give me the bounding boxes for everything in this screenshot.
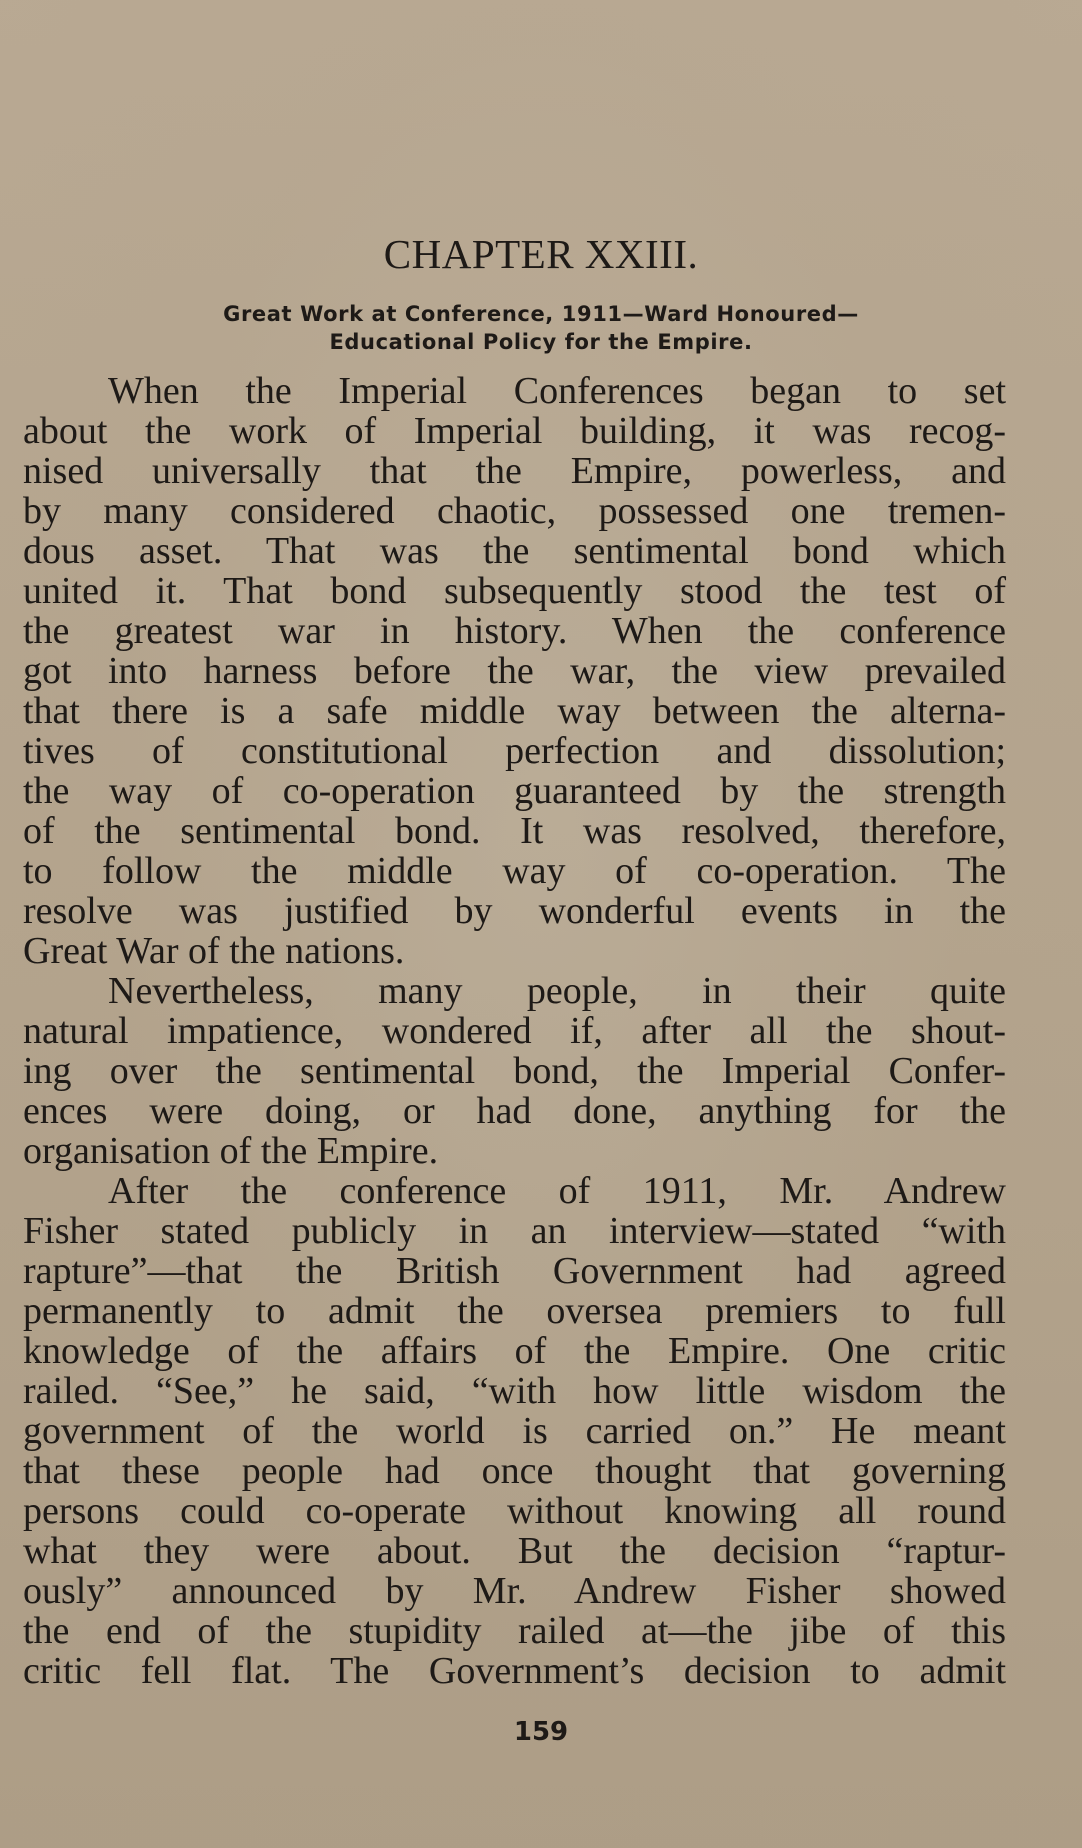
paragraph-2 — [23, 971, 1006, 1171]
text-line: tives of constitutional perfection and dissolution; — [23, 730, 1006, 772]
subtitle-line: Great Work at Conference, 1911—Ward Honoured— — [223, 302, 859, 326]
text-line: got into harness before the war, the view prevailed — [23, 650, 1006, 692]
body-text — [23, 371, 1006, 1691]
text-line: Nevertheless, many people, in their quite — [108, 970, 1006, 1012]
text-line: persons could co-operate without knowing all round — [23, 1490, 1006, 1532]
text-line: organisation of the Empire. — [23, 1130, 439, 1172]
text-line: critic fell flat. The Government’s decision to admit — [23, 1650, 1006, 1692]
text-line: of the sentimental bond. It was resolved, therefore, — [23, 810, 1006, 852]
text-line: Great War of the nations. — [23, 930, 405, 972]
text-line: that these people had once thought that governing — [23, 1450, 1006, 1492]
chapter-subtitle — [0, 300, 1082, 356]
text-line: by many considered chaotic, possessed one tremen- — [23, 490, 1006, 532]
text-line: to follow the middle way of co-operation. The — [23, 850, 1006, 892]
paragraph-1 — [23, 371, 1006, 971]
chapter-title: CHAPTER XXIII. — [383, 231, 699, 277]
text-line: railed. “See,” he said, “with how little wisdom the — [23, 1370, 1006, 1412]
text-line: what they were about. But the decision “raptur- — [23, 1530, 1006, 1572]
text-line: the greatest war in history. When the conference — [23, 610, 1006, 652]
paragraph-3 — [23, 1171, 1006, 1691]
text-line: rapture”—that the British Government had agreed — [23, 1250, 1006, 1292]
text-line: When the Imperial Conferences began to set — [108, 370, 1006, 412]
text-line: resolve was justified by wonderful events in the — [23, 890, 1006, 932]
text-line: After the conference of 1911, Mr. Andrew — [108, 1170, 1006, 1212]
text-line: dous asset. That was the sentimental bond which — [23, 530, 1006, 572]
page-number: 159 — [513, 1717, 569, 1747]
text-line: Fisher stated publicly in an interview—stated “with — [23, 1210, 1006, 1252]
text-line: nised universally that the Empire, powerless, and — [23, 450, 1006, 492]
text-line: united it. That bond subsequently stood the test of — [23, 570, 1006, 612]
text-line: that there is a safe middle way between the alterna- — [23, 690, 1006, 732]
text-line: the way of co-operation guaranteed by the strength — [23, 770, 1006, 812]
text-line: natural impatience, wondered if, after all the shout- — [23, 1010, 1006, 1052]
text-line: permanently to admit the oversea premiers to full — [23, 1290, 1006, 1332]
text-line: government of the world is carried on.” He meant — [23, 1410, 1006, 1452]
text-line: the end of the stupidity railed at—the jibe of this — [23, 1610, 1006, 1652]
text-line: about the work of Imperial building, it was recog- — [23, 410, 1006, 452]
text-line: knowledge of the affairs of the Empire. One critic — [23, 1330, 1006, 1372]
text-line: ously” announced by Mr. Andrew Fisher showed — [23, 1570, 1006, 1612]
text-line: ences were doing, or had done, anything for the — [23, 1090, 1006, 1132]
subtitle-line: Educational Policy for the Empire. — [329, 330, 753, 354]
text-line: ing over the sentimental bond, the Imperial Confer- — [23, 1050, 1006, 1092]
